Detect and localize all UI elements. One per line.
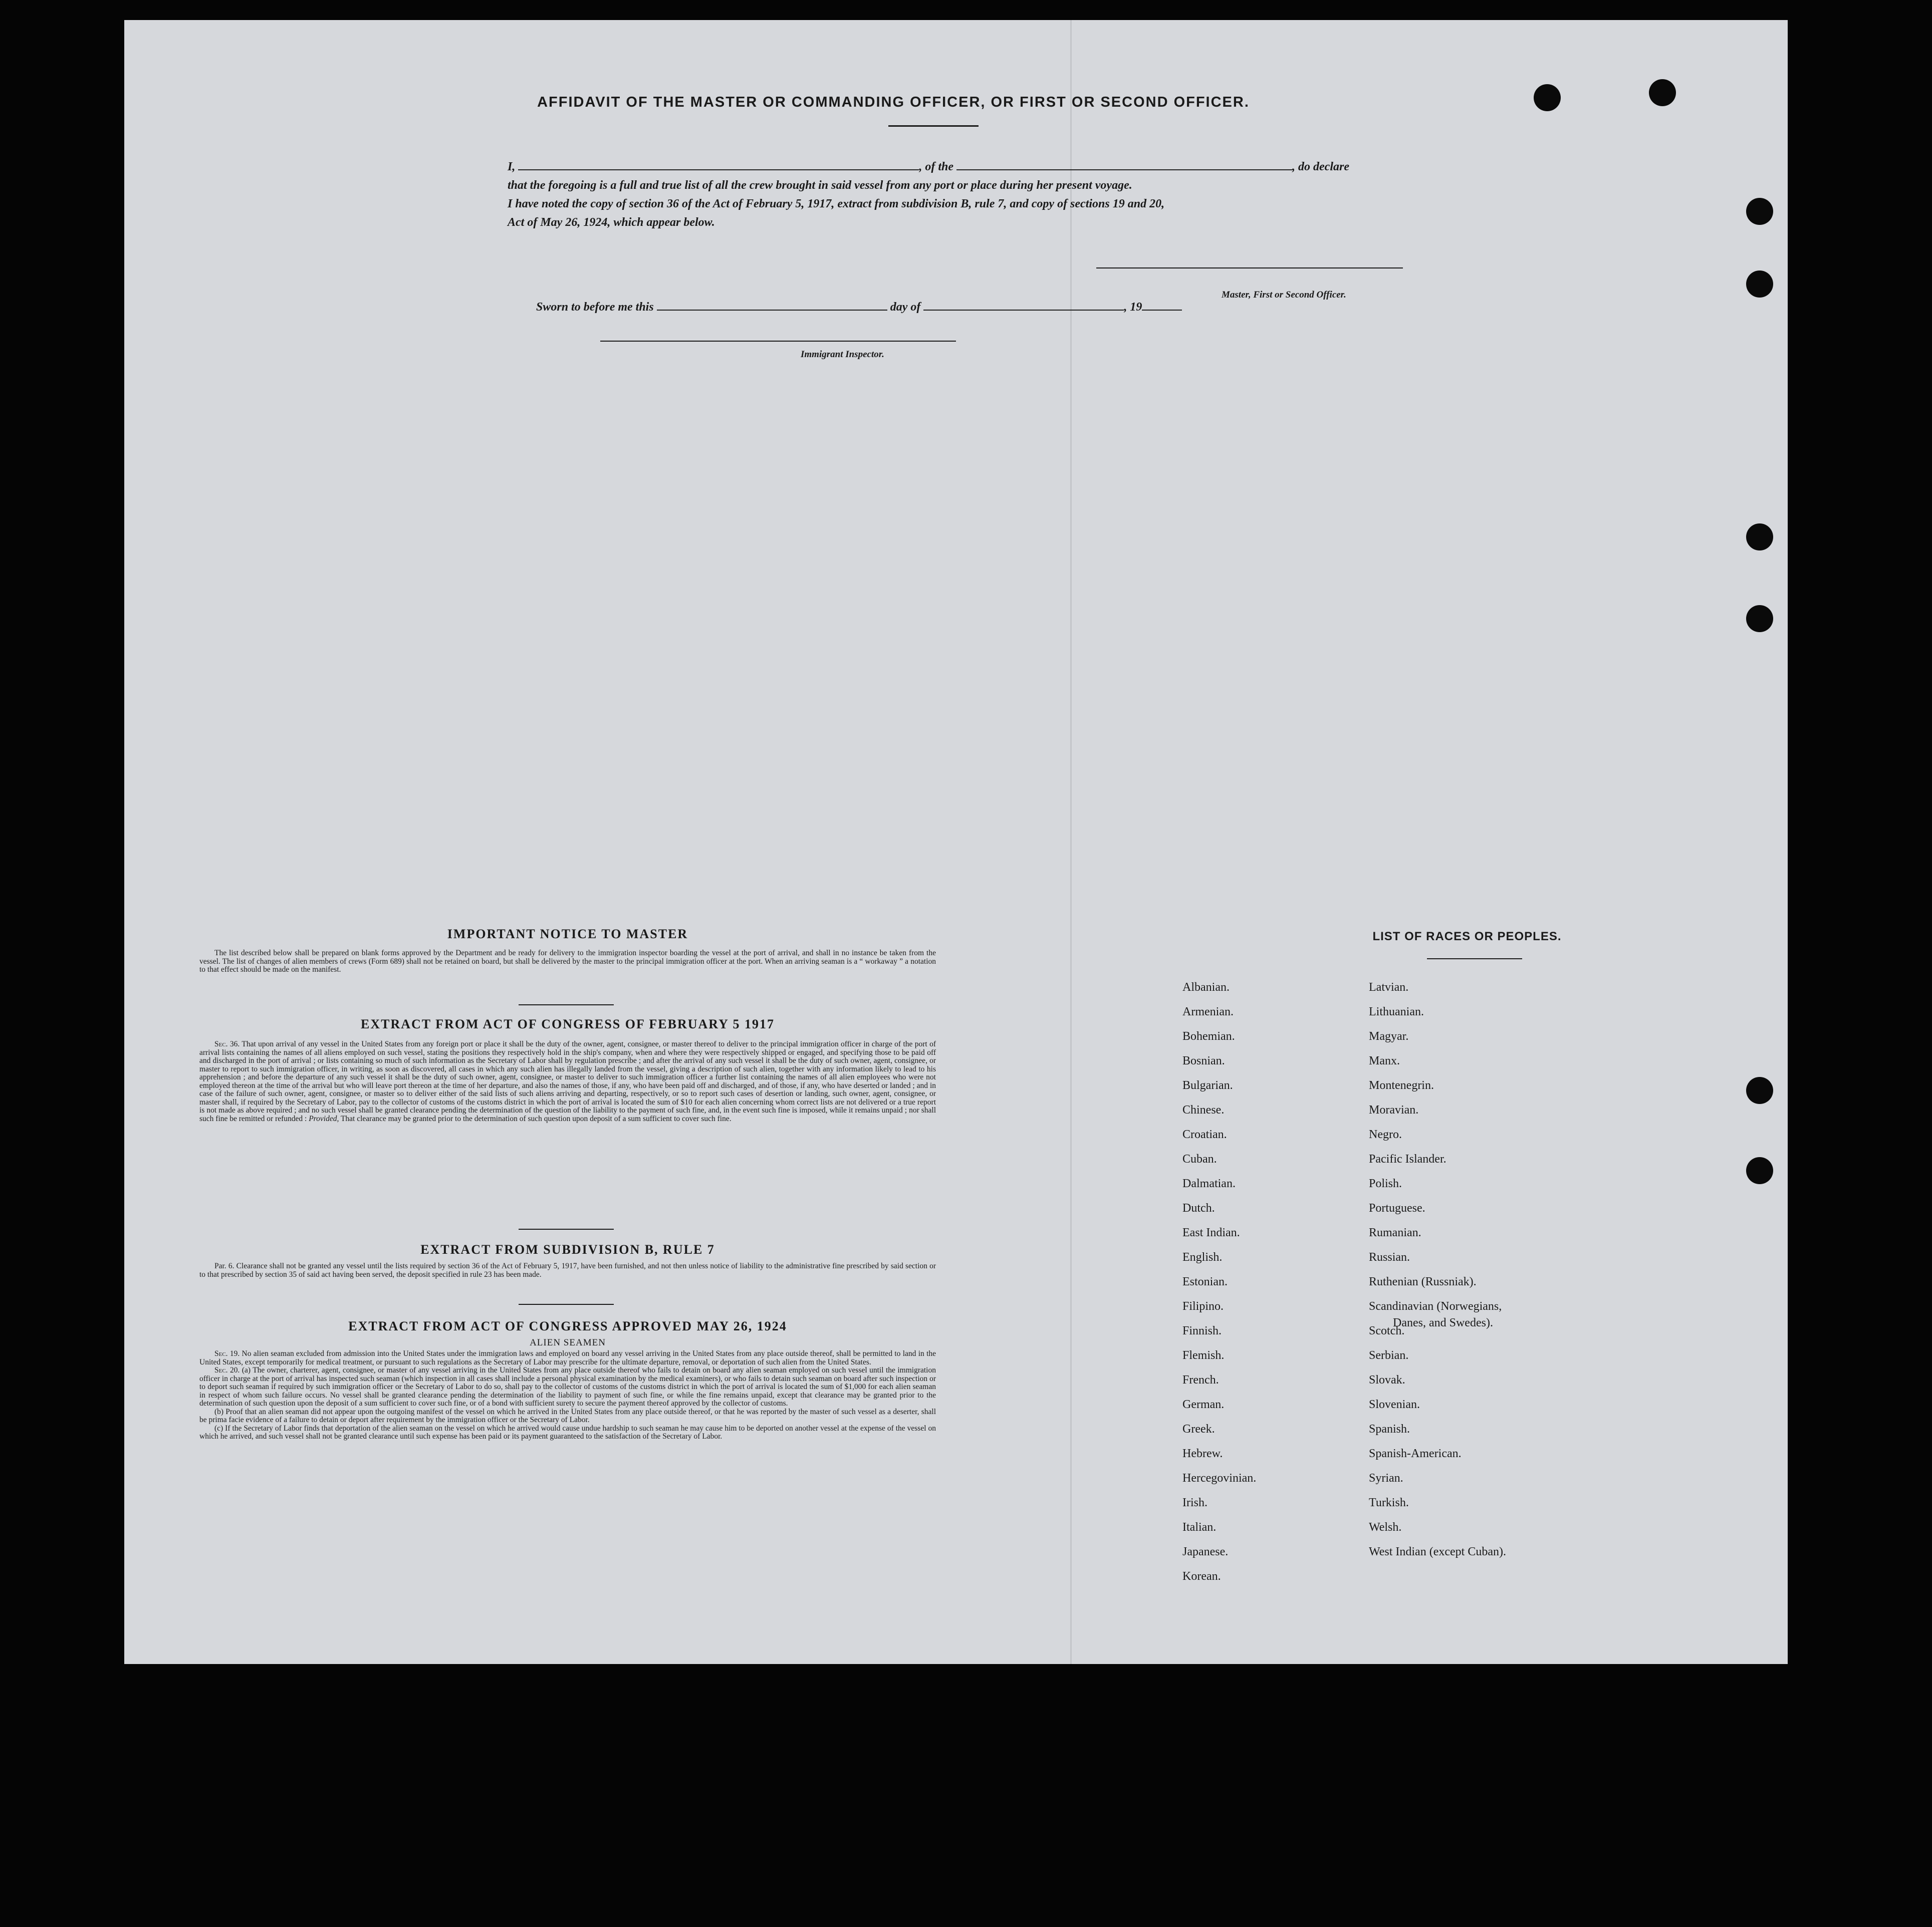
affidavit-line-1	[508, 158, 1399, 176]
extract-1917-text	[199, 1040, 936, 1123]
i-label: I,	[508, 160, 516, 173]
race-item: Bulgarian.	[1182, 1079, 1233, 1092]
punch-hole	[1746, 270, 1773, 298]
name-field[interactable]	[518, 164, 919, 170]
race-item: Scotch.	[1369, 1324, 1405, 1337]
sec-36-end: That clearance may be granted prior to the determination of such question upon deposit of a sum sufficient to cover such fine.	[340, 1114, 732, 1123]
race-item: Scandinavian (Norwegians,	[1369, 1300, 1502, 1313]
master-signature-label: Master, First or Second Officer.	[1222, 290, 1346, 300]
races-title: LIST OF RACES OR PEOPLES.	[1372, 930, 1562, 943]
race-item: Moravian.	[1369, 1104, 1419, 1117]
master-signature-line[interactable]	[1096, 267, 1403, 268]
extract-1924-text	[199, 1350, 936, 1441]
race-item: Spanish.	[1369, 1423, 1410, 1436]
race-item: Greek.	[1182, 1423, 1215, 1436]
race-item: Chinese.	[1182, 1104, 1225, 1117]
race-item: Italian.	[1182, 1521, 1217, 1534]
sec-20c-text: (c) If the Secretary of Labor finds that deportation of the alien seaman on the vessel on which he arrived would cause undue hardship to such seaman he may cause him to be deported on another vessel at the expense of the vessel on which he arrived, and such vessel shall not be granted clearance until such expense has been paid or its payment guaranteed to the satisfaction of the Secretary of Labor.	[199, 1424, 936, 1441]
punch-hole	[1746, 1077, 1773, 1104]
race-item: Negro.	[1369, 1128, 1402, 1141]
title-underline	[888, 125, 979, 127]
affidavit-line-3: I have noted the copy of section 36 of the Act of February 5, 1917, extract from subdivision B, rule 7, and copy of sections 19 and 20,	[508, 197, 1165, 210]
race-item: Korean.	[1182, 1570, 1221, 1583]
day-of-label: day of	[890, 301, 921, 314]
race-item: West Indian (except Cuban).	[1369, 1545, 1506, 1558]
notice-text	[199, 949, 936, 974]
race-item: Albanian.	[1182, 981, 1230, 994]
do-declare-label: , do declare	[1292, 160, 1349, 173]
sworn-line	[536, 301, 1182, 314]
race-item: Flemish.	[1182, 1349, 1225, 1362]
affidavit-line-4: Act of May 26, 1924, which appear below.	[508, 216, 715, 229]
race-item: Armenian.	[1182, 1005, 1234, 1018]
sec-20b-text: (b) Proof that an alien seaman did not appear upon the outgoing manifest of the vessel on which he arrived in the United States from any place outside thereof, or that he was reported by the master of such vessel as a deserter, shall be prima facie evidence of a failure to detain or deport after requirement by the immigration officer or the Secretary of Labor.	[199, 1407, 936, 1424]
race-item: Dutch.	[1182, 1202, 1215, 1215]
section-divider	[519, 1004, 614, 1005]
inspector-label: Immigrant Inspector.	[801, 349, 884, 360]
extract-1917-title: EXTRACT FROM ACT OF CONGRESS OF FEBRUARY 5 1917	[361, 1017, 775, 1031]
subdivision-b-text	[199, 1262, 936, 1279]
sec-36-label: Sec. 36.	[214, 1040, 240, 1048]
notice-paragraph: The list described below shall be prepared on blank forms approved by the Department and be ready for delivery to the immigration inspector boarding the vessel at the port of arrival, and shall in no instance be taken from the vessel. The list of changes of alien members of crews (Form 689) shall not be retained on board, but shall be delivered by the master to the principal immigration officer at the port. When an arriving seaman is a “ workaway ” a notation to that effect should be made on the manifest.	[199, 949, 936, 974]
race-item: Magyar.	[1369, 1030, 1409, 1043]
race-item: Welsh.	[1369, 1521, 1402, 1534]
race-item: Ruthenian (Russniak).	[1369, 1275, 1477, 1288]
race-item: English.	[1182, 1251, 1223, 1264]
section-divider	[519, 1304, 614, 1305]
sworn-day-field[interactable]	[657, 305, 887, 311]
race-item: Estonian.	[1182, 1275, 1228, 1288]
race-item: East Indian.	[1182, 1226, 1240, 1239]
punch-hole	[1746, 605, 1773, 632]
vessel-field[interactable]	[956, 164, 1292, 170]
race-item: Russian.	[1369, 1251, 1410, 1264]
sworn-month-field[interactable]	[923, 305, 1124, 311]
year-prefix: , 19	[1124, 301, 1142, 314]
race-item: Slovenian.	[1369, 1398, 1420, 1411]
race-item: Croatian.	[1182, 1128, 1227, 1141]
race-item: Rumanian.	[1369, 1226, 1421, 1239]
race-item: Slovak.	[1369, 1373, 1405, 1387]
races-underline	[1427, 958, 1522, 959]
section-divider	[519, 1229, 614, 1230]
race-item: Cuban.	[1182, 1153, 1217, 1166]
race-item: Turkish.	[1369, 1496, 1409, 1509]
race-item: Hebrew.	[1182, 1447, 1223, 1460]
race-item: Bohemian.	[1182, 1030, 1235, 1043]
race-item: Latvian.	[1369, 981, 1409, 994]
document-sheet	[124, 20, 1788, 1664]
affidavit-line-2: that the foregoing is a full and true list of all the crew brought in said vessel from any port or place during her present voyage.	[508, 179, 1132, 192]
subdivision-b-paragraph: Par. 6. Clearance shall not be granted any vessel until the lists required by section 36 of the Act of February 5, 1917, have been furnished, and not then unless notice of liability to the administrative fine prescribed by said section or to that prescribed by section 35 of said act having been served, the deposit specified in rule 23 has been made.	[199, 1262, 936, 1279]
alien-seamen-subtitle: ALIEN SEAMEN	[530, 1337, 606, 1348]
punch-hole	[1746, 523, 1773, 550]
punch-hole	[1746, 1157, 1773, 1184]
sec-20-label: Sec. 20.	[214, 1366, 240, 1374]
race-item: Japanese.	[1182, 1545, 1229, 1558]
notice-title: IMPORTANT NOTICE TO MASTER	[447, 927, 688, 941]
sec-36-text: That upon arrival of any vessel in the United States from any foreign port or place it shall be the duty of the owner, agent, consignee, or master thereof to deliver to the principal immigration officer in charge of the port of arrival lists containing the names of all aliens employed on such vessel, stating the positions they respectively hold in the ship's company, when and where they were respectively shipped or engaged, and specifying those to be paid off and discharged in the port of arrival ; or lists containing so much of such information as the Secretary of Labor shall by regulation prescribe ; and after the arrival of any such vessel it shall be the duty of such owner, agent, consignee, or master to report to such immigration officer, in writing, as soon as discovered, all cases in which any such alien has illegally landed from the vessel, giving a description of such alien, together with any information likely to lead to his apprehension ; and before the departure of any such vessel it shall be the duty of such owner, agent, consignee, or master to deliver to such immigration officer a further list containing the names of all alien employees who were not employed thereon at the time of the arrival but who will leave port thereon at the time of her departure, and also the names of those, if any, who have been paid off and discharged, and of those, if any, who have deserted or landed ; and in case of the failure of such owner, agent, consignee, or master so to deliver either of the said lists of such aliens arriving and departing, respectively, or so to report such cases of desertion or landing, such owner, agent, consignee, or master shall, if required by the Secretary of Labor, pay to the collector of customs of the customs district in which the port of arrival is located the sum of $10 for each alien concerning whom correct lists are not delivered or a true report is not made as above required ; and no such vessel shall be granted clearance pending the determination of the question of the liability to the payment of such fine, and, in the event such fine is imposed, while it remains unpaid ; nor shall such fine be remitted or refunded :	[199, 1040, 936, 1123]
race-item: Manx.	[1369, 1054, 1400, 1067]
race-item: Montenegrin.	[1369, 1079, 1434, 1092]
sworn-label: Sworn to before me this	[536, 301, 654, 314]
sec-19-label: Sec. 19.	[214, 1349, 240, 1358]
extract-1924-title: EXTRACT FROM ACT OF CONGRESS APPROVED MAY 26, 1924	[348, 1319, 787, 1333]
of-the-label: , of the	[919, 160, 954, 173]
race-item: French.	[1182, 1373, 1219, 1387]
race-item: Lithuanian.	[1369, 1005, 1424, 1018]
race-item: Filipino.	[1182, 1300, 1224, 1313]
race-item: Finnish.	[1182, 1324, 1222, 1337]
affidavit-title: AFFIDAVIT OF THE MASTER OR COMMANDING OFFICER, OR FIRST OR SECOND OFFICER.	[537, 94, 1250, 110]
race-item: Bosnian.	[1182, 1054, 1225, 1067]
race-item: Danes, and Swedes).	[1393, 1316, 1493, 1329]
page-fold	[1070, 20, 1072, 1664]
race-item: Spanish-American.	[1369, 1447, 1462, 1460]
race-item: Portuguese.	[1369, 1202, 1425, 1215]
sworn-year-field[interactable]	[1142, 305, 1182, 311]
race-item: Polish.	[1369, 1177, 1402, 1190]
race-item: Serbian.	[1369, 1349, 1409, 1362]
sec-20a-text: (a) The owner, charterer, agent, consignee, or master of any vessel arriving in the United States from any place outside thereof who fails to detain on board any alien seaman employed on such vessel until the immigration officer in charge at the port of arrival has inspected such seaman (which inspection in all cases shall include a personal physical examination by the medical examiners), or who fails to detain such seaman on board after such inspection or to deport such seaman if required by such immigration officer or the Secretary of Labor to do so, shall pay to the collector of customs of the customs district in which the port of arrival is located the sum of $1,000 for each alien seaman in respect of whom such failure occurs. No vessel shall be granted clearance pending the determination of the liability to payment of such fine, or while the fine remains unpaid, except that clearance may be granted prior to the determination of such question upon the deposit of a sum sufficient to cover such fine, or of a bond with sufficient surety to secure the payment thereof approved by the collector of customs.	[199, 1366, 936, 1408]
subdivision-b-title: EXTRACT FROM SUBDIVISION B, RULE 7	[420, 1242, 715, 1257]
race-item: Syrian.	[1369, 1472, 1403, 1485]
punch-hole	[1534, 84, 1561, 111]
sec-19-text: No alien seaman excluded from admission into the United States under the immigration laws and employed on board any vessel arriving in the United States from any place outside thereof, shall be permitted to land in the United States, except temporarily for medical treatment, or pursuant to such regulations as the Secretary of Labor may prescribe for the ultimate departure, removal, or deportation of such alien from the United States.	[199, 1349, 936, 1366]
race-item: Dalmatian.	[1182, 1177, 1236, 1190]
race-item: Irish.	[1182, 1496, 1208, 1509]
race-item: German.	[1182, 1398, 1225, 1411]
provided-label: Provided,	[309, 1114, 339, 1123]
punch-hole	[1746, 198, 1773, 225]
race-item: Pacific Islander.	[1369, 1153, 1446, 1166]
race-item: Hercegovinian.	[1182, 1472, 1257, 1485]
inspector-signature-line[interactable]	[600, 341, 956, 342]
punch-hole	[1649, 79, 1676, 106]
